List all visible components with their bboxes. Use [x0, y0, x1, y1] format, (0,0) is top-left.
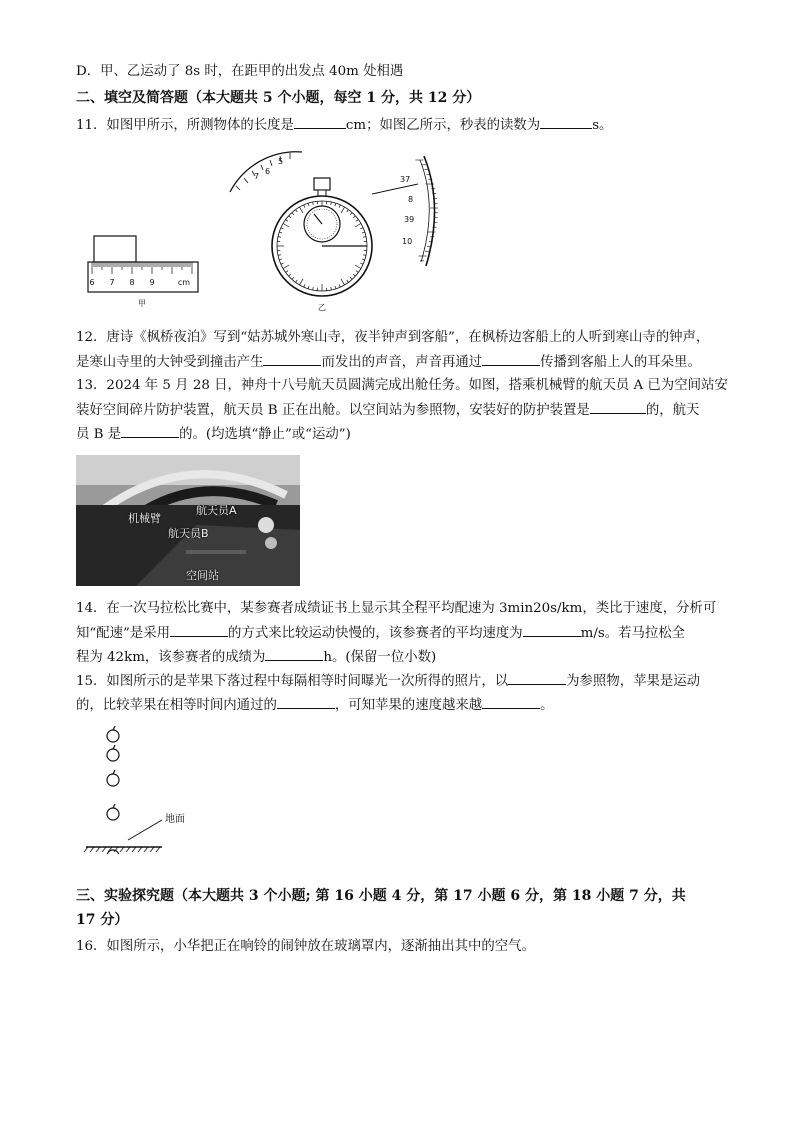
photo-label-station: 空间站 — [186, 569, 219, 582]
answer-blank[interactable] — [265, 648, 323, 661]
question-13-line-3: 员 B 是 的。(均选填“静止”或“运动”) — [76, 427, 351, 442]
apple-icon — [107, 745, 119, 761]
question-16: 16．如图所示，小华把正在响铃的闹钟放在玻璃罩内，逐渐抽出其中的空气。 — [76, 939, 535, 954]
answer-blank[interactable] — [121, 425, 179, 438]
question-13-line-1: 13．2024 年 5 月 28 日，神舟十八号航天员圆满完成出舱任务。如图，搭乘机械臂的航天员 A 已为空间站安 — [76, 378, 728, 393]
ruler-tick-label: 9 — [149, 278, 155, 287]
question-12-line-1: 12．唐诗《枫桥夜泊》写到“姑苏城外寒山寺，夜半钟声到客船”，在枫桥边客船上的人听到寒山寺的钟声， — [76, 330, 710, 345]
scale-tick-label: 10 — [402, 237, 413, 246]
photo-label-astronaut-b: 航天员B — [168, 527, 209, 540]
dial-tick-label: 7 — [254, 172, 260, 181]
answer-blank[interactable] — [590, 401, 646, 414]
question-12-line-2: 是寒山寺里的大钟受到撞击产生 而发出的声音，声音再通过 传播到客船上人的耳朵里。 — [76, 355, 701, 370]
ruler-tick-label: 7 — [109, 278, 115, 287]
dial-tick-label: 6 — [265, 167, 271, 176]
ground-label: 地面 — [165, 814, 185, 825]
section-3-heading-line-2: 17 分） — [76, 912, 129, 928]
apple-icon — [107, 770, 119, 786]
question-13-line-2: 装好空间碎片防护装置，航天员 B 正在出舱。以空间站为参照物，安装好的防护装置是 的，航天 — [76, 403, 700, 418]
apple-icon — [107, 726, 119, 742]
question-15-line-1: 15．如图所示的是苹果下落过程中每隔相等时间曝光一次所得的照片，以 为参照物，苹果是运动 — [76, 674, 701, 689]
scale-tick-label: 37 — [400, 175, 411, 184]
stopwatch-figure — [222, 146, 442, 316]
question-14-line-3: 程为 42km，该参赛者的成绩为 h。(保留一位小数) — [76, 650, 437, 665]
answer-blank[interactable] — [170, 624, 228, 637]
section-3-heading-line-1: 三、实验探究题（本大题共 3 个小题; 第 16 小题 4 分，第 17 小题 6 分，第 18 小题 7 分，共 — [76, 888, 686, 904]
falling-apple-figure — [82, 724, 212, 854]
answer-blank[interactable] — [540, 116, 592, 129]
space-station-photo — [76, 455, 300, 586]
question-15-line-2: 的，比较苹果在相等时间内通过的 ，可知苹果的速度越来越 。 — [76, 698, 554, 713]
figure-caption: 乙 — [318, 303, 326, 312]
ruler-figure — [84, 232, 204, 312]
question-14-line-1: 14．在一次马拉松比赛中，某参赛者成绩证书上显示其全程平均配速为 3min20s/km，类比于速度，分析可 — [76, 601, 717, 616]
ruler-tick-label: 8 — [129, 278, 135, 287]
scale-tick-label: 8 — [408, 195, 414, 204]
answer-blank[interactable] — [482, 696, 540, 709]
answer-blank[interactable] — [482, 353, 540, 366]
photo-label-astronaut-a: 航天员A — [196, 504, 237, 517]
answer-blank[interactable] — [508, 672, 566, 685]
ruler-tick-label: 6 — [89, 278, 95, 287]
dial-tick-label: 5 — [278, 157, 284, 166]
apple-icon — [107, 804, 119, 820]
answer-blank[interactable] — [294, 116, 346, 129]
figure-caption: 甲 — [138, 299, 146, 308]
photo-label-arm: 机械臂 — [128, 512, 161, 525]
question-14-line-2: 知“配速”是采用 的方式来比较运动快慢的，该参赛者的平均速度为 m/s。若马拉松全 — [76, 626, 686, 641]
option-d: D．甲、乙运动了 8s 时，在距甲的出发点 40m 处相遇 — [76, 64, 404, 79]
scale-tick-label: 39 — [404, 215, 415, 224]
answer-blank[interactable] — [263, 353, 321, 366]
section-2-heading: 二、填空及简答题（本大题共 5 个小题，每空 1 分，共 12 分） — [76, 90, 481, 106]
ruler-unit-label: cm — [177, 278, 191, 287]
question-11: 11．如图甲所示，所测物体的长度是 cm；如图乙所示，秒表的读数为 s。 — [76, 118, 613, 133]
answer-blank[interactable] — [523, 624, 581, 637]
answer-blank[interactable] — [277, 696, 335, 709]
